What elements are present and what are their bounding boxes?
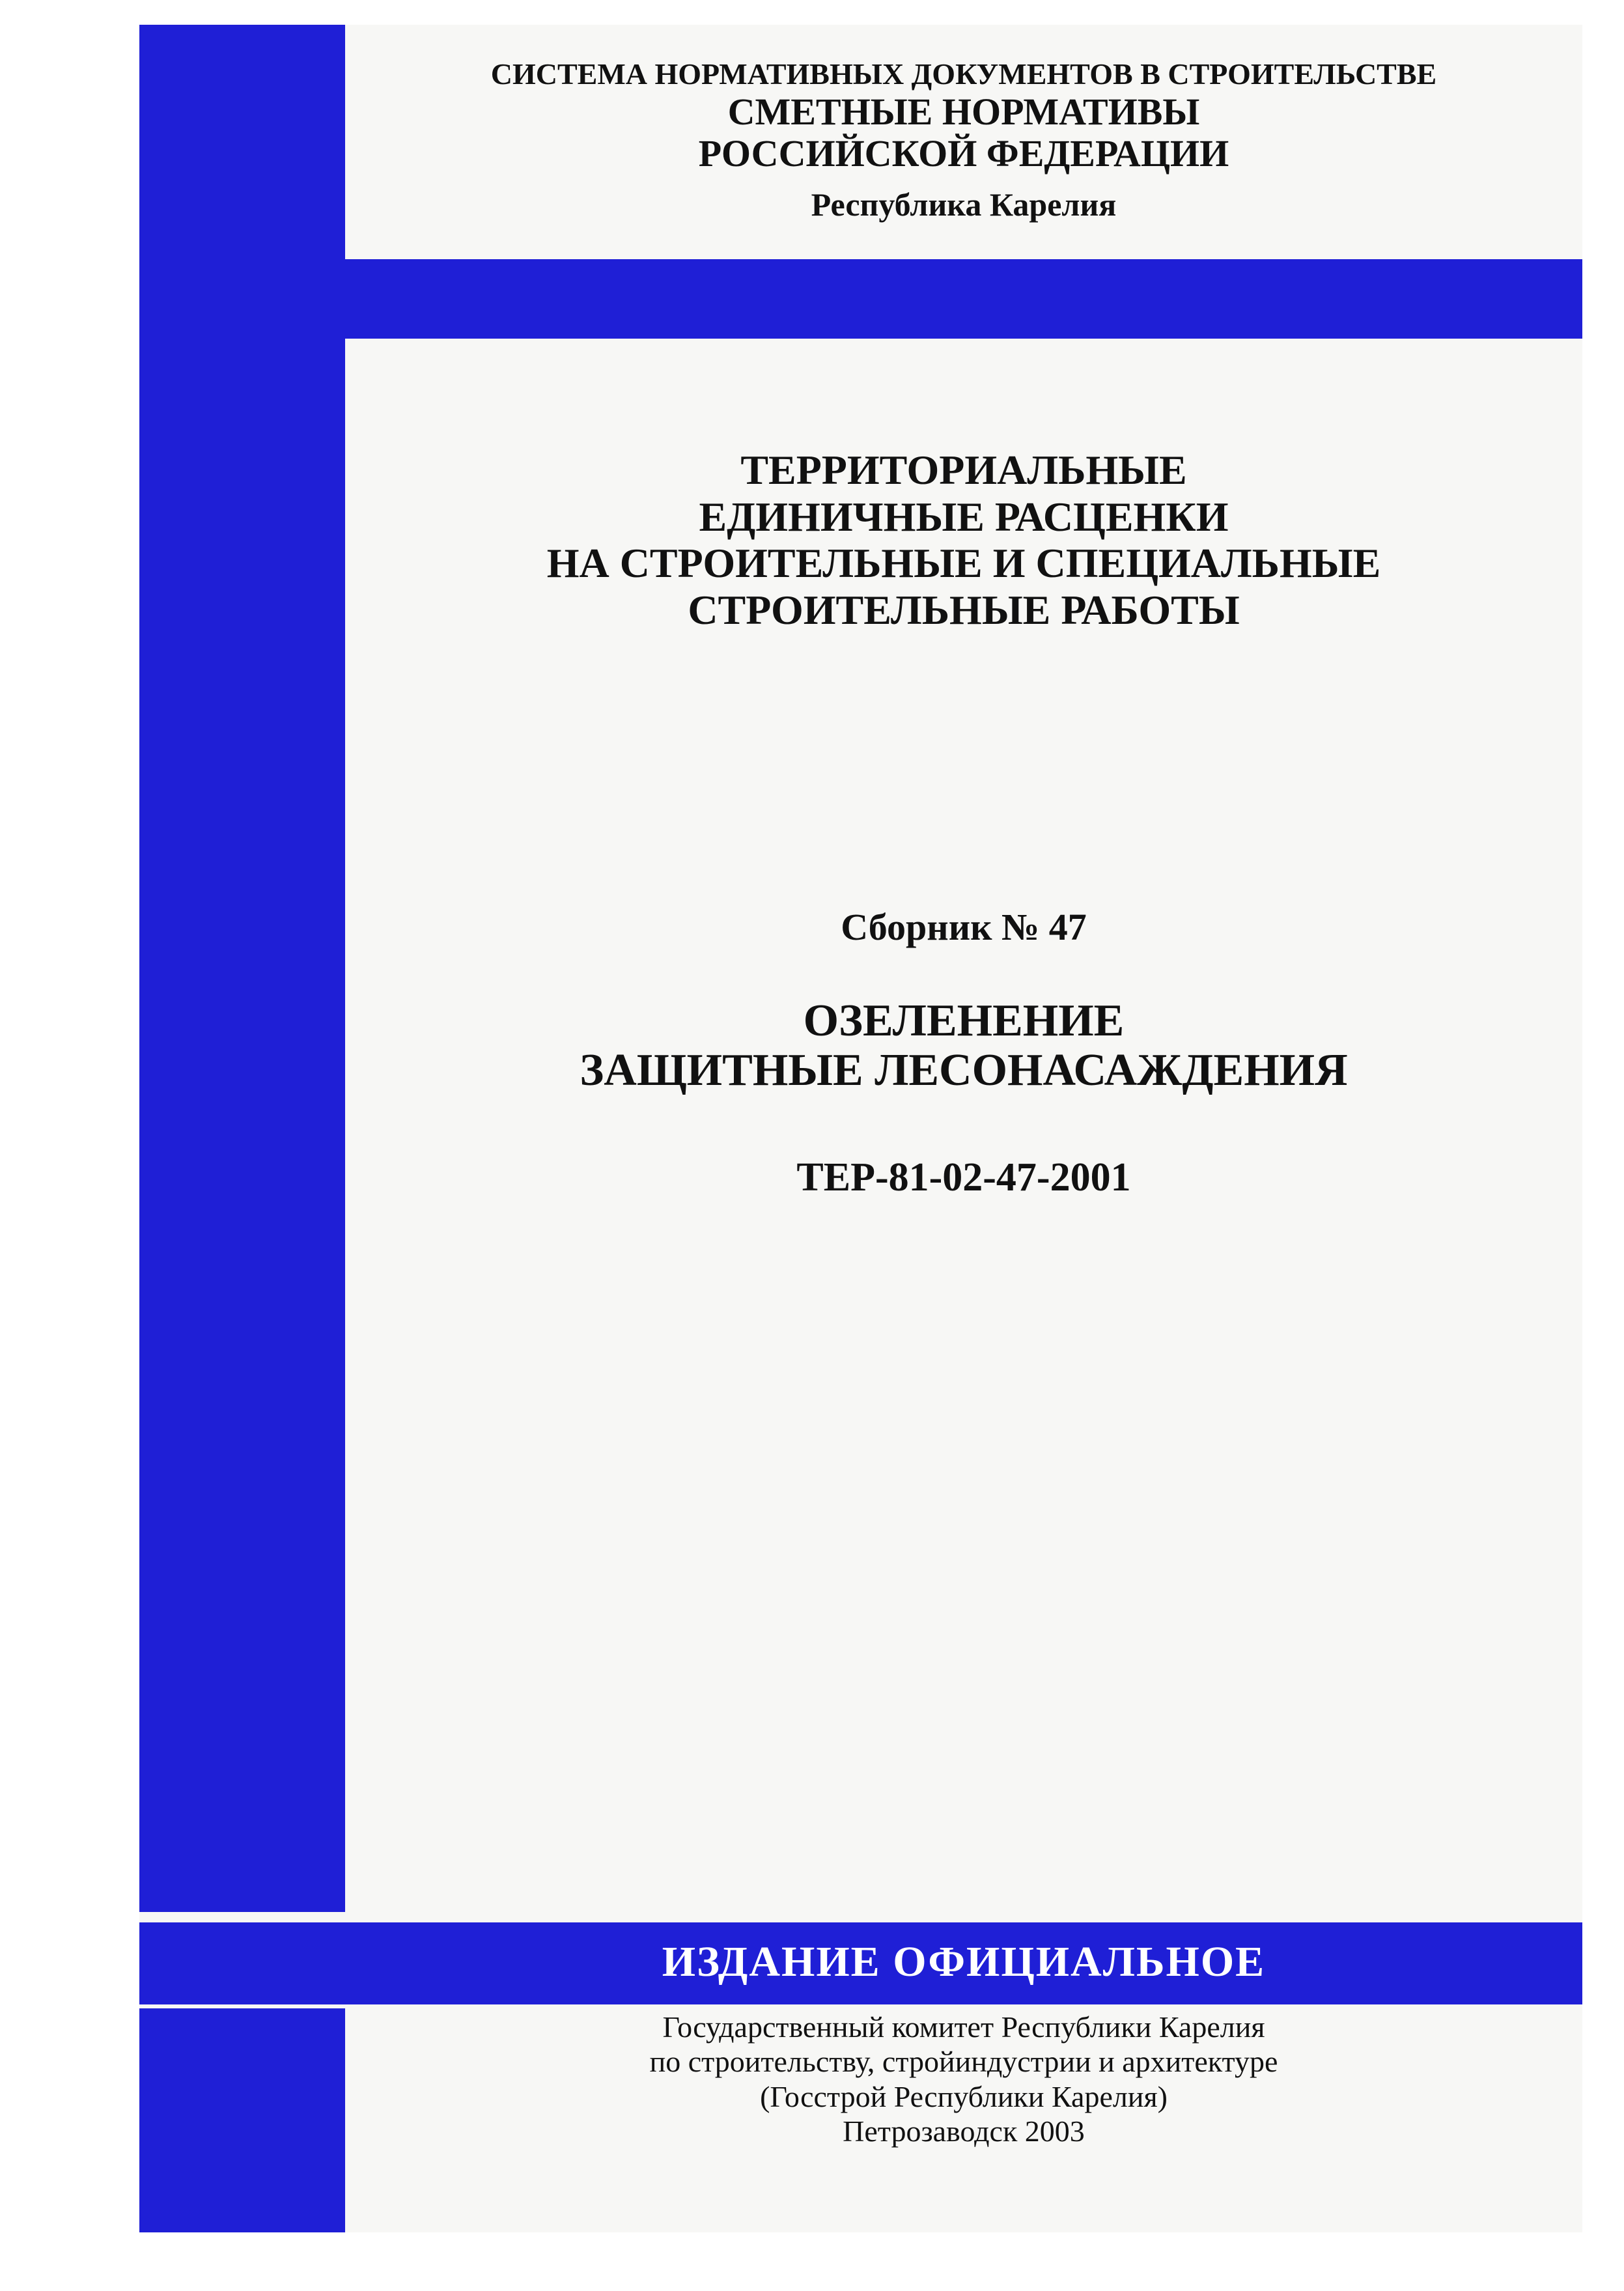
document-code: ТЕР-81-02-47-2001 xyxy=(796,1155,1131,1200)
collection-subject xyxy=(345,996,1582,1095)
title-line-4: СТРОИТЕЛЬНЫЕ РАБОТЫ xyxy=(688,587,1240,634)
region-name: Республика Карелия xyxy=(811,186,1117,223)
cover-sheet xyxy=(139,25,1582,2232)
left-band-bottom xyxy=(139,2008,345,2232)
title-line-1: ТЕРРИТОРИАЛЬНЫЕ xyxy=(740,447,1187,493)
subject-line-2: ЗАЩИТНЫЕ ЛЕСОНАСАЖДЕНИЯ xyxy=(580,1045,1348,1095)
norms-header xyxy=(345,91,1582,175)
subject-line-1: ОЗЕЛЕНЕНИЕ xyxy=(803,996,1125,1046)
collection-number: Сборник № 47 xyxy=(841,906,1087,948)
title-line-3: НА СТРОИТЕЛЬНЫЕ И СПЕЦИАЛЬНЫЕ xyxy=(546,540,1381,587)
publisher-line-4: Петрозаводск 2003 xyxy=(843,2115,1085,2148)
title-line-2: ЕДИНИЧНЫЕ РАСЦЕНКИ xyxy=(699,493,1229,540)
official-edition-label: ИЗДАНИЕ ОФИЦИАЛЬНОЕ xyxy=(662,1938,1266,1986)
horizontal-band-top xyxy=(139,259,1582,339)
system-title: СИСТЕМА НОРМАТИВНЫХ ДОКУМЕНТОВ В СТРОИТЕЛЬСТВЕ xyxy=(490,57,1437,91)
publisher-line-1: Государственный комитет Республики Карелия xyxy=(662,2010,1265,2044)
publisher-line-3: (Госстрой Республики Карелия) xyxy=(760,2079,1168,2113)
document-title xyxy=(345,447,1582,634)
publisher-line-2: по строительству, стройиндустрии и архитектуре xyxy=(649,2045,1278,2079)
publisher-block xyxy=(345,2010,1582,2148)
norms-line-1: СМЕТНЫЕ НОРМАТИВЫ xyxy=(727,91,1200,133)
norms-line-2: РОССИЙСКОЙ ФЕДЕРАЦИИ xyxy=(698,132,1229,175)
